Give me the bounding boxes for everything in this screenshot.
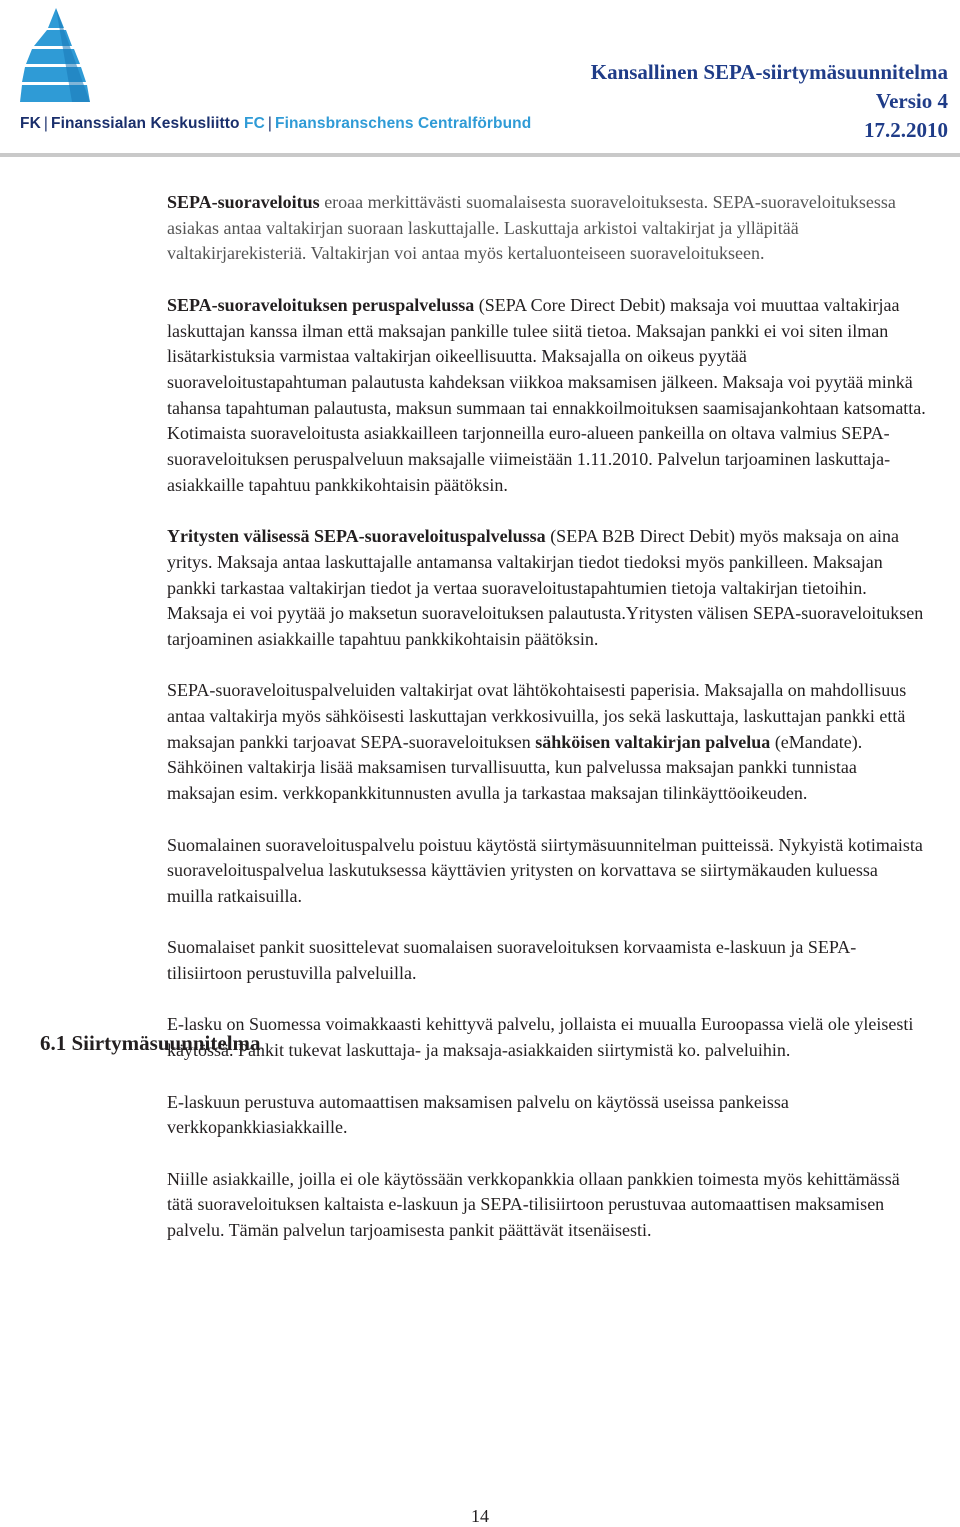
paragraph-core-direct-debit (167, 293, 927, 499)
paragraph-2-text: (SEPA Core Direct Debit) maksaja voi muuttaa valtakirjaa laskuttajan kanssa ilman että maksajan pankille tulee siitä tietoa. Maksajan pankki ei voi siten ilman lisätarkistuksia varmistaa valtakirjan oikeellisuutta. Maksajalla on oikeus pyytää suoraveloitustapahtuman palautusta kahdeksan viikkoa maksamisen jälkeen. Maksaja voi pyytää minkä tahansa tapahtuman palautusta, maksun summaan tai ennakkoilmoituksen saamisajankohtaan katsomatta. Kotimaista suoraveloitusta asiakkailleen tarjonneilla euro-alueen pankeilla on oltava valmius SEPA-suoraveloituksen peruspalveluun maksajalle viimeistään 1.11.2010. Palvelun tarjoaminen laskuttaja-asiakkaille tapahtuu pankkikohtaisin päätöksin. (167, 294, 926, 495)
org-fk-abbr: FK (20, 115, 41, 132)
paragraph-recommendation: Suomalaiset pankit suosittelevat suomalaisen suoraveloituksen korvaamista e-laskuun ja SEPA-tilisiirtoon perustuvilla palveluilla. (167, 937, 857, 984)
paragraph-1-text: eroaa merkittävästi suomalaisesta suoraveloituksesta. SEPA-suoraveloituksessa asiakas antaa valtakirjan suoraan laskuttajalle. Laskuttaja arkistoi valtakirjat ja ylläpitää valtakirjarekisteriä. Valtakirjan voi antaa myös kertaluonteiseen suoraveloitukseen. (167, 192, 896, 264)
paragraph-4-bold: sähköisen valtakirjan palvelua (535, 731, 771, 752)
paragraph-3-bold: Yritysten välisessä SEPA-suoraveloituspalvelussa (167, 526, 546, 547)
org-fc-abbr: FC (244, 115, 265, 132)
paragraph-e-invoice: E-lasku on Suomessa voimakkaasti kehittyvä palvelu, jollaista ei muualla Euroopassa vielä ole yleisesti käytössä. Pankit tukevat laskuttaja- ja maksaja-asiakkaiden siirtymistä ko. palveluihin. (167, 1014, 914, 1061)
header-rule (0, 153, 960, 157)
section-heading: 6.1 Siirtymäsuunnitelma (40, 1031, 261, 1055)
paragraph-non-online-customers: Niille asiakkaille, joilla ei ole käytössään verkkopankkia ollaan pankkien toimesta myös kehittämässä tätä suoraveloituksen kaltaista e-laskuun ja SEPA-tilisiirtoon perustuvaa automaattisen maksamisen palvelu. Tämän palvelun tarjoamisesta pankit päättävät itsenäisesti. (167, 1168, 900, 1240)
document-version: Versio 4 (875, 89, 948, 113)
paragraph-4-post: (eMandate). Sähköinen valtakirja lisää maksamisen turvallisuutta, kun palvelussa maksajan pankki tunnistaa maksajan esim. verkkopankkitunnusten avulla ja tarkastaa maksajan tilinkäyttöoikeuden. (167, 731, 863, 804)
page-header (0, 0, 960, 160)
organization-line: FK | Finanssialan Keskusliitto FC | Finansbranschens Centralförbund (20, 115, 532, 132)
paragraph-4-pre: SEPA-suoraveloituspalveluiden valtakirjat ovat lähtökohtaisesti paperisia. Maksajalla on mahdollisuus antaa valtakirja myös sähköisesti laskuttajan verkkosivuilla, jos sekä laskuttaja, laskuttajan pankki että maksajan pankki tarjoavat SEPA-suoraveloituksen (167, 680, 907, 752)
fk-logo (20, 6, 92, 111)
document-meta (591, 58, 948, 145)
paragraph-automatic-payment: E-laskuun perustuva automaattisen maksamisen palvelu on käytössä useissa pankeissa verkkopankkiasiakkaille. (167, 1091, 789, 1138)
page-number: 14 (471, 1506, 489, 1526)
org-fk-name: Finanssialan Keskusliitto (51, 115, 240, 132)
paragraph-1-bold: SEPA-suoraveloitus (167, 192, 320, 212)
fk-pyramid-logo-icon (20, 6, 92, 106)
document-title: Kansallinen SEPA-siirtymäsuunnitelma (590, 60, 948, 84)
paragraph-2-bold: SEPA-suoraveloituksen peruspalvelussa (167, 294, 475, 315)
org-fc-name: Finansbranschens Centralförbund (275, 115, 532, 132)
body-text (167, 190, 927, 1269)
paragraph-emandate (167, 678, 927, 807)
paragraph-3-text: (SEPA B2B Direct Debit) myös maksaja on aina yritys. Maksaja antaa laskuttajalle antamansa valtakirjan tiedot tiedoksi myös pankilleen. Maksajan pankki tarkastaa valtakirjan tiedot ja vertaa suoraveloitustapahtumien tietoja valtakirjan tietoihin. Maksaja ei voi pyytää jo maksetun suoraveloituksen palautusta.Yritysten välisen SEPA-suoraveloituksen tarjoaminen asiakkaille tapahtuu pankkikohtaisin päätöksin. (167, 526, 924, 649)
paragraph-domestic-removal: Suomalainen suoraveloituspalvelu poistuu käytöstä siirtymäsuunnitelman puitteissä. Nykyistä kotimaista suoraveloituspalvelua laskutuksessa käyttävien yritysten on korvattava se siirtymäkauden kuluessa muilla ratkaisuilla. (167, 834, 923, 906)
paragraph-sepa-direct-debit (167, 190, 927, 267)
paragraph-b2b-direct-debit (167, 524, 927, 653)
document-date: 17.2.2010 (864, 118, 948, 142)
